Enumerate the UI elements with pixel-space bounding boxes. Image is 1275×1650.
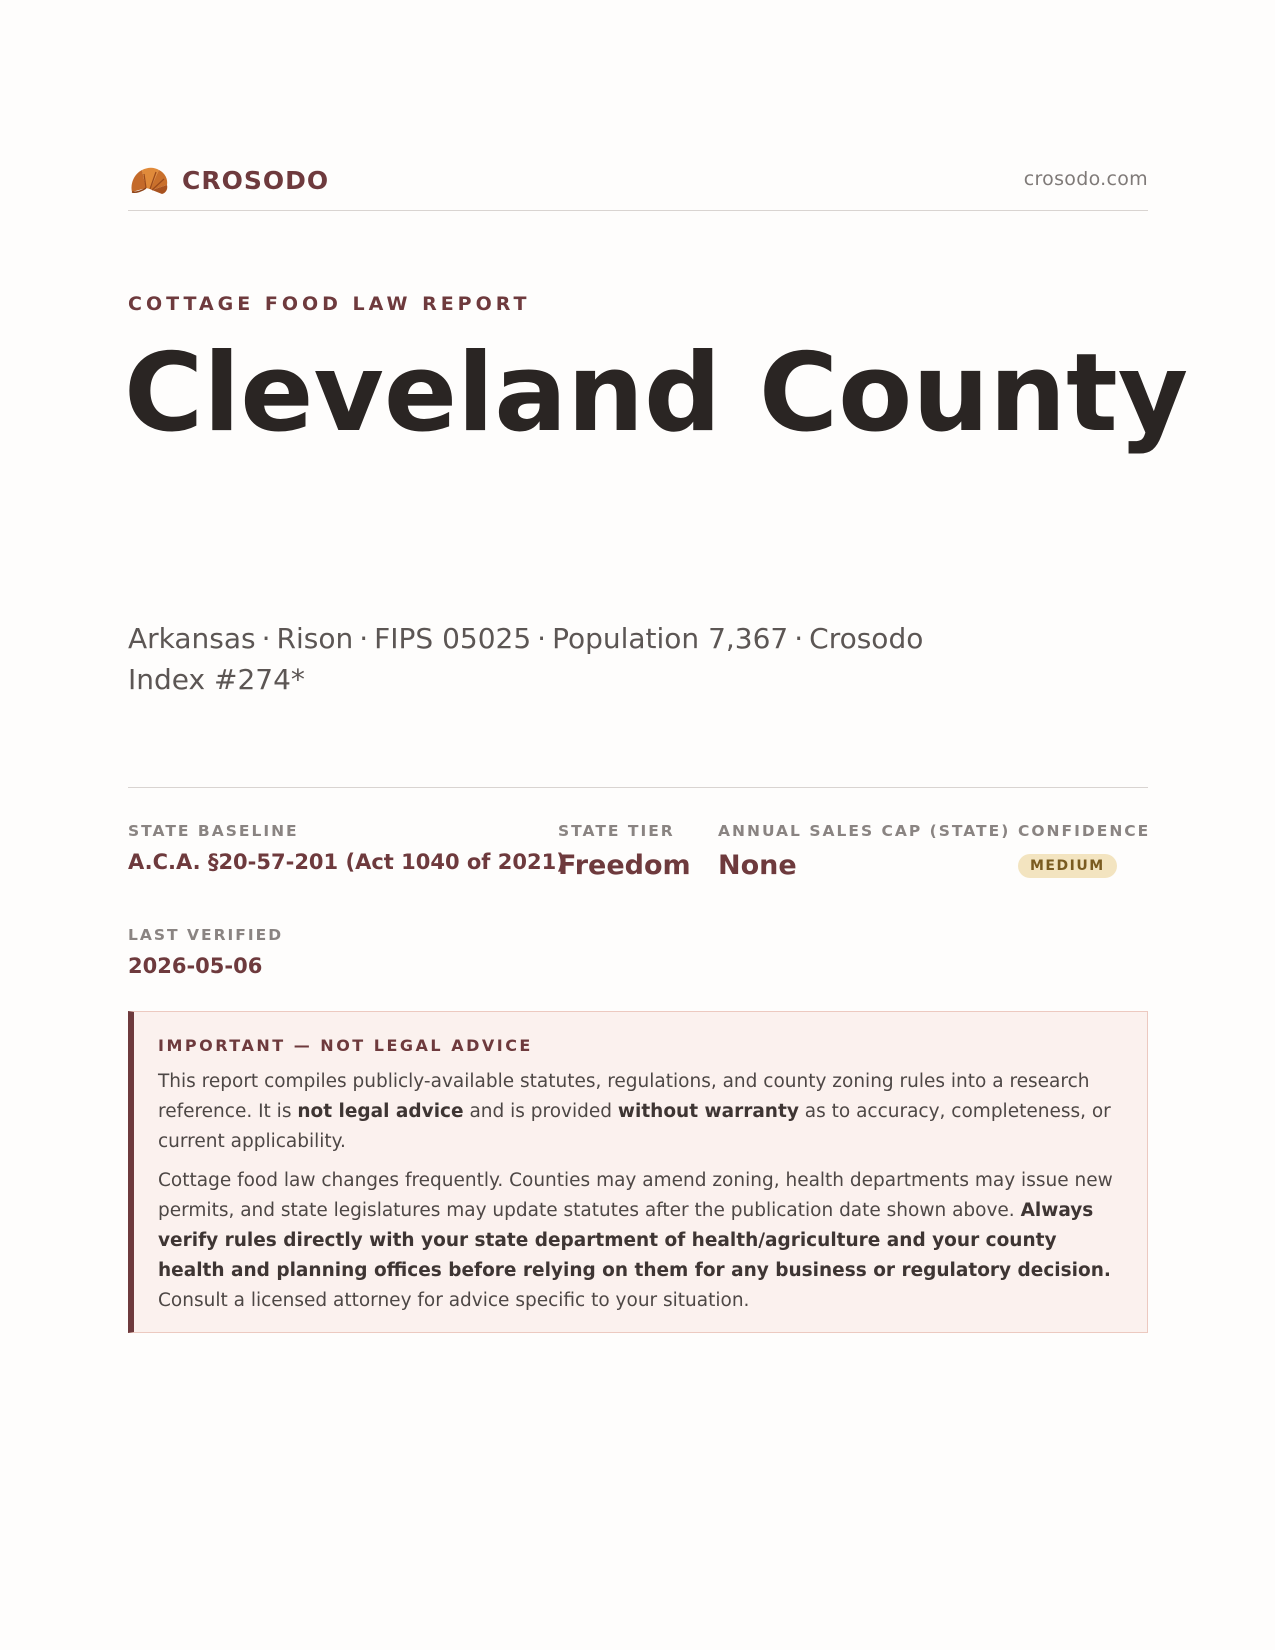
meta-separator: · <box>261 622 271 655</box>
notice-paragraph <box>158 1166 1121 1316</box>
stat-label: ANNUAL SALES CAP (STATE) <box>718 822 1011 840</box>
stat-confidence <box>1018 822 1150 878</box>
stat-value: 2026-05-06 <box>128 954 263 978</box>
stat-sales-cap <box>718 822 1010 881</box>
notice-text: as to accuracy, completeness, or current applicability. <box>158 1101 1111 1152</box>
meta-seat: Rison <box>276 622 354 655</box>
stat-value: Freedom <box>558 850 691 881</box>
notice-text: and is provided <box>463 1101 618 1122</box>
stat-state-baseline <box>128 822 566 874</box>
stat-label: CONFIDENCE <box>1018 822 1151 840</box>
stat-value: None <box>718 850 797 881</box>
meta-separator: · <box>537 622 547 655</box>
brand-name: CROSODO <box>182 165 330 195</box>
notice-emphasis: not legal advice <box>297 1101 464 1122</box>
notice-text: This report compiles publicly-available statutes, regulations, and county zoning rules into a research reference. It is <box>158 1071 1090 1122</box>
site-url-link[interactable]: crosodo.com <box>1023 168 1148 190</box>
report-eyebrow: COTTAGE FOOD LAW REPORT <box>128 293 531 315</box>
header-bar <box>128 158 1148 211</box>
brand[interactable] <box>128 162 329 198</box>
meta-fips: FIPS 05025 <box>374 622 532 655</box>
notice-text: Consult a licensed attorney for advice specific to your situation. <box>158 1290 750 1311</box>
stat-label: STATE TIER <box>558 822 675 840</box>
page-title: Cleveland County <box>124 331 1189 456</box>
notice-emphasis: Always verify rules directly with your state department of health/agriculture and your county health and planning offices before relying on them for any business or regulatory decision. <box>158 1200 1111 1281</box>
notice-title: IMPORTANT — NOT LEGAL ADVICE <box>158 1036 533 1055</box>
meta-state: Arkansas <box>128 622 256 655</box>
report-page <box>124 0 1189 1650</box>
legal-notice <box>128 1011 1148 1333</box>
stat-label: LAST VERIFIED <box>128 926 284 944</box>
county-meta <box>128 618 948 700</box>
meta-population: Population 7,367 <box>552 622 789 655</box>
confidence-badge: MEDIUM <box>1018 854 1117 878</box>
notice-paragraph <box>158 1067 1121 1157</box>
notice-text: Cottage food law changes frequently. Counties may amend zoning, health departments may issue new permits, and state legislatures may update statutes after the publication date shown above. <box>158 1170 1113 1221</box>
stat-last-verified <box>128 926 283 978</box>
meta-separator: · <box>794 622 804 655</box>
stat-label: STATE BASELINE <box>128 822 299 840</box>
section-divider <box>128 787 1148 788</box>
stat-state-tier <box>558 822 691 881</box>
meta-index: Crosodo Index #274* <box>128 622 924 696</box>
meta-separator: · <box>359 622 369 655</box>
stat-value: A.C.A. §20-57-201 (Act 1040 of 2021) <box>128 850 566 874</box>
notice-emphasis: without warranty <box>617 1101 799 1122</box>
croissant-icon <box>128 162 170 198</box>
